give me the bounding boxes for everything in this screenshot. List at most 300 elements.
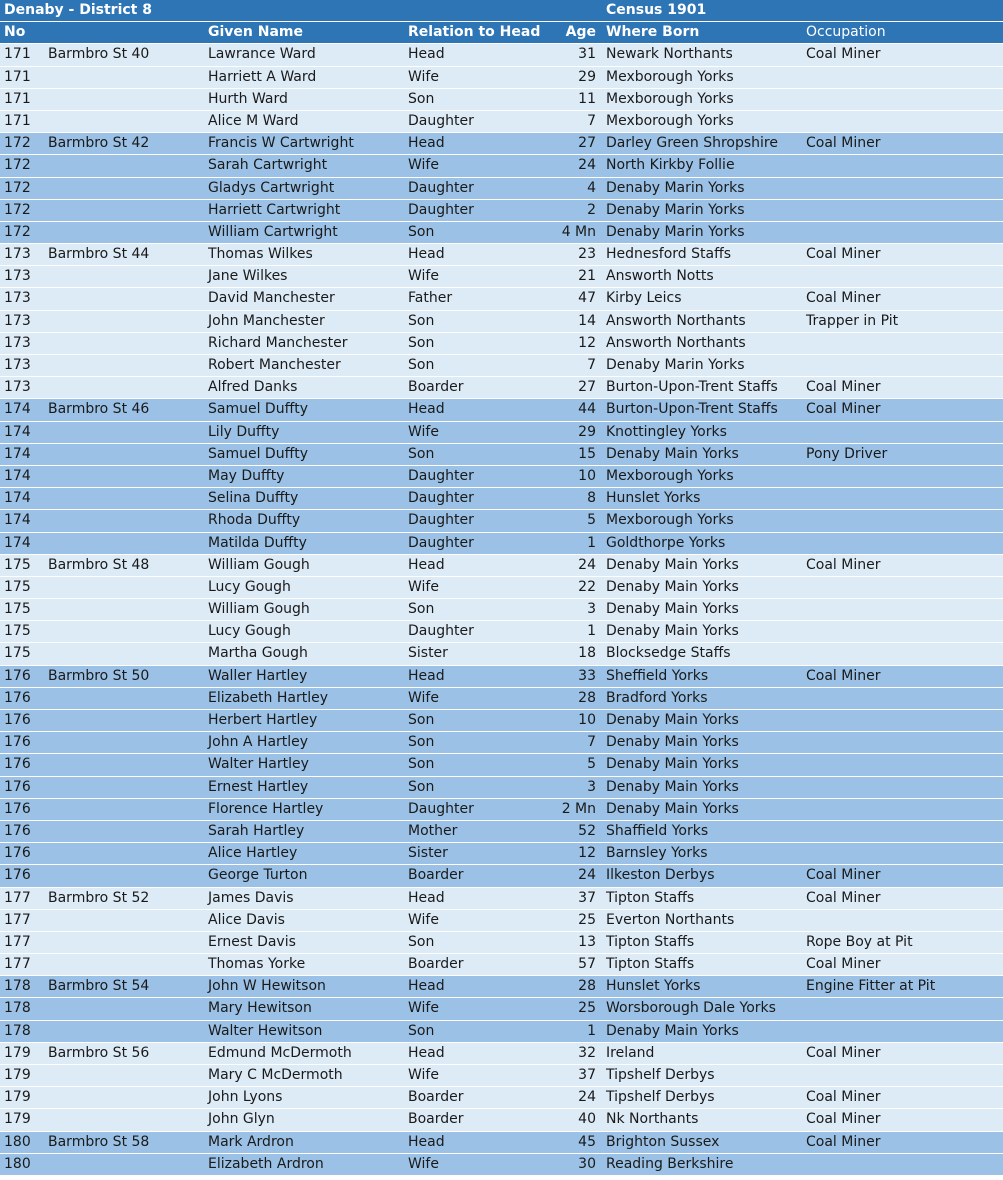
- cell-where-born: Everton Northants: [606, 911, 735, 928]
- cell-where-born: Ilkeston Derbys: [606, 867, 715, 884]
- cell-given-name: Lucy Gough: [208, 623, 291, 640]
- table-row: [0, 111, 1003, 133]
- table-row: [0, 222, 1003, 244]
- cell-no: 173: [4, 379, 31, 396]
- cell-age: 21: [578, 268, 596, 285]
- cell-occupation: Coal Miner: [806, 379, 881, 396]
- cell-where-born: Denaby Main Yorks: [606, 601, 739, 618]
- cell-where-born: Goldthorpe Yorks: [606, 534, 726, 551]
- cell-given-name: Florence Hartley: [208, 800, 324, 817]
- cell-given-name: Rhoda Duffty: [208, 512, 301, 529]
- cell-given-name: William Gough: [208, 601, 310, 618]
- cell-where-born: Denaby Main Yorks: [606, 556, 739, 573]
- cell-where-born: Denaby Marin Yorks: [606, 179, 745, 196]
- cell-where-born: North Kirkby Follie: [606, 157, 735, 174]
- table-row: [0, 155, 1003, 177]
- cell-given-name: William Cartwright: [208, 223, 338, 240]
- cell-relation: Wife: [408, 1067, 439, 1083]
- cell-no: 176: [4, 667, 31, 684]
- table-row: [0, 1109, 1003, 1131]
- cell-age: 30: [578, 1155, 596, 1172]
- table-row: [0, 888, 1003, 910]
- cell-relation: Head: [408, 667, 445, 684]
- cell-given-name: Elizabeth Hartley: [208, 689, 329, 706]
- cell-where-born: Tipshelf Derbys: [606, 1067, 715, 1083]
- cell-no: 174: [4, 423, 31, 440]
- cell-where-born: Denaby Marin Yorks: [606, 223, 745, 240]
- table-row: [0, 577, 1003, 599]
- cell-given-name: Martha Gough: [208, 645, 308, 662]
- col-header-where-born: Where Born: [606, 24, 700, 41]
- title-row: [0, 0, 1003, 22]
- cell-given-name: May Duffty: [208, 467, 285, 484]
- cell-occupation: Coal Miner: [806, 867, 881, 884]
- cell-occupation: Coal Miner: [806, 290, 881, 307]
- cell-no: 175: [4, 601, 31, 618]
- cell-age: 24: [578, 556, 596, 573]
- cell-age: 7: [587, 112, 596, 129]
- table-row: [0, 1021, 1003, 1043]
- cell-age: 2 Mn: [561, 800, 596, 817]
- cell-occupation: Coal Miner: [806, 889, 881, 906]
- cell-given-name: Francis W Cartwright: [208, 135, 354, 152]
- cell-address: Barmbro St 56: [48, 1044, 150, 1061]
- cell-relation: Boarder: [408, 956, 464, 973]
- table-row: [0, 732, 1003, 754]
- cell-age: 37: [578, 889, 596, 906]
- table-row: [0, 821, 1003, 843]
- cell-occupation: Pony Driver: [806, 445, 888, 462]
- cell-relation: Sister: [408, 845, 448, 862]
- cell-relation: Boarder: [408, 1089, 464, 1106]
- cell-given-name: James Davis: [208, 889, 294, 906]
- cell-no: 171: [4, 90, 31, 107]
- cell-relation: Wife: [408, 689, 439, 706]
- cell-where-born: Hednesford Staffs: [606, 246, 732, 263]
- cell-age: 5: [587, 756, 596, 773]
- cell-age: 1: [587, 623, 596, 640]
- cell-given-name: Edmund McDermoth: [208, 1044, 352, 1061]
- cell-relation: Son: [408, 601, 435, 618]
- table-row: [0, 466, 1003, 488]
- cell-given-name: John Glyn: [208, 1111, 275, 1128]
- table-row: [0, 355, 1003, 377]
- cell-where-born: Denaby Main Yorks: [606, 445, 739, 462]
- cell-age: 45: [578, 1133, 596, 1150]
- cell-no: 174: [4, 445, 31, 462]
- cell-relation: Son: [408, 778, 435, 795]
- cell-occupation: Coal Miner: [806, 1089, 881, 1106]
- district-title: Denaby - District 8: [4, 2, 152, 18]
- col-header-occupation: Occupation: [806, 24, 886, 41]
- table-body: [0, 44, 1003, 1176]
- table-row: [0, 488, 1003, 510]
- cell-age: 8: [587, 490, 596, 507]
- cell-where-born: Hunslet Yorks: [606, 978, 701, 995]
- cell-relation: Son: [408, 90, 435, 107]
- cell-where-born: Newark Northants: [606, 46, 733, 63]
- cell-no: 174: [4, 401, 31, 418]
- cell-age: 32: [578, 1044, 596, 1061]
- cell-where-born: Denaby Main Yorks: [606, 778, 739, 795]
- table-row: [0, 288, 1003, 310]
- cell-where-born: Tipton Staffs: [606, 956, 695, 973]
- cell-given-name: Thomas Yorke: [208, 956, 306, 973]
- cell-where-born: Sheffield Yorks: [606, 667, 709, 684]
- cell-age: 7: [587, 734, 596, 751]
- cell-given-name: Alice Davis: [208, 911, 285, 928]
- table-row: [0, 865, 1003, 887]
- cell-where-born: Tipton Staffs: [606, 889, 695, 906]
- cell-where-born: Denaby Main Yorks: [606, 756, 739, 773]
- cell-where-born: Denaby Marin Yorks: [606, 201, 745, 218]
- cell-where-born: Reading Berkshire: [606, 1155, 734, 1172]
- cell-relation: Head: [408, 889, 445, 906]
- cell-age: 7: [587, 357, 596, 373]
- table-row: [0, 910, 1003, 932]
- table-row: [0, 754, 1003, 776]
- cell-age: 10: [578, 467, 596, 484]
- cell-where-born: Denaby Marin Yorks: [606, 357, 745, 373]
- cell-relation: Daughter: [408, 490, 474, 507]
- cell-relation: Son: [408, 334, 435, 351]
- cell-age: 15: [578, 445, 596, 462]
- cell-given-name: Walter Hewitson: [208, 1022, 323, 1039]
- cell-given-name: Thomas Wilkes: [208, 246, 313, 263]
- cell-no: 178: [4, 1022, 31, 1039]
- cell-age: 52: [578, 822, 596, 839]
- cell-age: 28: [578, 689, 596, 706]
- cell-given-name: John Manchester: [208, 312, 325, 329]
- cell-age: 10: [578, 712, 596, 728]
- cell-relation: Wife: [408, 68, 439, 85]
- cell-no: 177: [4, 911, 31, 928]
- cell-where-born: Shaffield Yorks: [606, 822, 709, 839]
- cell-given-name: George Turton: [208, 867, 308, 884]
- cell-no: 173: [4, 312, 31, 329]
- cell-age: 12: [578, 845, 596, 862]
- cell-given-name: Robert Manchester: [208, 357, 341, 373]
- cell-given-name: David Manchester: [208, 290, 335, 307]
- cell-no: 176: [4, 734, 31, 751]
- table-row: [0, 1132, 1003, 1154]
- cell-no: 173: [4, 290, 31, 307]
- cell-age: 25: [578, 1000, 596, 1017]
- cell-given-name: Samuel Duffty: [208, 401, 309, 418]
- cell-given-name: Richard Manchester: [208, 334, 348, 351]
- cell-relation: Daughter: [408, 534, 474, 551]
- cell-given-name: Mary Hewitson: [208, 1000, 312, 1017]
- cell-where-born: Burton-Upon-Trent Staffs: [606, 379, 778, 396]
- cell-no: 177: [4, 889, 31, 906]
- cell-age: 11: [578, 90, 596, 107]
- cell-no: 173: [4, 246, 31, 263]
- table-row: [0, 954, 1003, 976]
- cell-age: 40: [578, 1111, 596, 1128]
- cell-relation: Boarder: [408, 867, 464, 884]
- cell-no: 176: [4, 867, 31, 884]
- cell-no: 175: [4, 556, 31, 573]
- cell-age: 18: [578, 645, 596, 662]
- cell-no: 172: [4, 157, 31, 174]
- cell-given-name: Alfred Danks: [208, 379, 298, 396]
- cell-given-name: Harriett Cartwright: [208, 201, 341, 218]
- col-header-age: Age: [565, 24, 596, 41]
- cell-relation: Head: [408, 246, 445, 263]
- cell-where-born: Nk Northants: [606, 1111, 699, 1128]
- col-header-given-name: Given Name: [208, 24, 303, 41]
- cell-given-name: Mary C McDermoth: [208, 1067, 343, 1083]
- table-row: [0, 399, 1003, 421]
- cell-where-born: Answorth Notts: [606, 268, 714, 285]
- cell-age: 27: [578, 135, 596, 152]
- cell-age: 24: [578, 157, 596, 174]
- cell-relation: Daughter: [408, 800, 474, 817]
- cell-age: 27: [578, 379, 596, 396]
- cell-relation: Wife: [408, 1155, 439, 1172]
- cell-no: 176: [4, 756, 31, 773]
- col-header-relation: Relation to Head: [408, 24, 541, 41]
- cell-given-name: Ernest Hartley: [208, 778, 309, 795]
- cell-no: 171: [4, 68, 31, 85]
- cell-age: 4 Mn: [561, 223, 596, 240]
- cell-given-name: Elizabeth Ardron: [208, 1155, 324, 1172]
- table-row: [0, 1154, 1003, 1176]
- cell-age: 37: [578, 1067, 596, 1083]
- cell-given-name: Matilda Duffty: [208, 534, 307, 551]
- cell-no: 175: [4, 578, 31, 595]
- table-row: [0, 444, 1003, 466]
- cell-where-born: Denaby Main Yorks: [606, 734, 739, 751]
- cell-where-born: Blocksedge Staffs: [606, 645, 731, 662]
- cell-given-name: Lucy Gough: [208, 578, 291, 595]
- cell-given-name: Herbert Hartley: [208, 712, 318, 728]
- table-row: [0, 843, 1003, 865]
- cell-no: 179: [4, 1089, 31, 1106]
- cell-age: 29: [578, 68, 596, 85]
- cell-occupation: Coal Miner: [806, 956, 881, 973]
- cell-relation: Wife: [408, 911, 439, 928]
- cell-no: 176: [4, 800, 31, 817]
- table-row: [0, 555, 1003, 577]
- cell-age: 24: [578, 867, 596, 884]
- cell-occupation: Coal Miner: [806, 667, 881, 684]
- cell-where-born: Mexborough Yorks: [606, 90, 734, 107]
- cell-relation: Wife: [408, 268, 439, 285]
- cell-occupation: Rope Boy at Pit: [806, 933, 913, 950]
- cell-address: Barmbro St 42: [48, 135, 150, 152]
- table-row: [0, 621, 1003, 643]
- cell-occupation: Trapper in Pit: [806, 312, 899, 329]
- cell-occupation: Coal Miner: [806, 1111, 881, 1128]
- cell-relation: Son: [408, 734, 435, 751]
- cell-relation: Son: [408, 756, 435, 773]
- cell-age: 57: [578, 956, 596, 973]
- cell-relation: Boarder: [408, 1111, 464, 1128]
- table-row: [0, 178, 1003, 200]
- cell-where-born: Answorth Northants: [606, 312, 746, 329]
- cell-occupation: Coal Miner: [806, 556, 881, 573]
- table-row: [0, 599, 1003, 621]
- cell-age: 25: [578, 911, 596, 928]
- cell-given-name: Walter Hartley: [208, 756, 309, 773]
- table-row: [0, 44, 1003, 66]
- cell-age: 14: [578, 312, 596, 329]
- cell-occupation: Coal Miner: [806, 135, 881, 152]
- cell-relation: Daughter: [408, 112, 474, 129]
- cell-where-born: Tipshelf Derbys: [606, 1089, 715, 1106]
- cell-occupation: Coal Miner: [806, 46, 881, 63]
- cell-where-born: Denaby Main Yorks: [606, 800, 739, 817]
- cell-no: 174: [4, 534, 31, 551]
- table-row: [0, 133, 1003, 155]
- cell-no: 175: [4, 623, 31, 640]
- cell-relation: Wife: [408, 1000, 439, 1017]
- cell-no: 180: [4, 1155, 31, 1172]
- cell-age: 1: [587, 1022, 596, 1039]
- cell-age: 1: [587, 534, 596, 551]
- cell-given-name: Gladys Cartwright: [208, 179, 335, 196]
- cell-given-name: Mark Ardron: [208, 1133, 294, 1150]
- cell-where-born: Burton-Upon-Trent Staffs: [606, 401, 778, 418]
- table-row: [0, 976, 1003, 998]
- cell-relation: Head: [408, 1133, 445, 1150]
- cell-occupation: Coal Miner: [806, 401, 881, 418]
- cell-given-name: Jane Wilkes: [208, 268, 288, 285]
- cell-where-born: Darley Green Shropshire: [606, 135, 778, 152]
- cell-where-born: Brighton Sussex: [606, 1133, 720, 1150]
- cell-where-born: Hunslet Yorks: [606, 490, 701, 507]
- cell-given-name: John A Hartley: [208, 734, 309, 751]
- cell-relation: Sister: [408, 645, 448, 662]
- cell-no: 176: [4, 689, 31, 706]
- cell-given-name: Harriett A Ward: [208, 68, 317, 85]
- cell-address: Barmbro St 44: [48, 246, 150, 263]
- cell-no: 174: [4, 512, 31, 529]
- table-row: [0, 1043, 1003, 1065]
- cell-address: Barmbro St 54: [48, 978, 150, 995]
- cell-where-born: Mexborough Yorks: [606, 112, 734, 129]
- cell-relation: Son: [408, 712, 435, 728]
- table-row: [0, 377, 1003, 399]
- cell-where-born: Bradford Yorks: [606, 689, 708, 706]
- table-row: [0, 932, 1003, 954]
- cell-where-born: Answorth Northants: [606, 334, 746, 351]
- cell-age: 31: [578, 46, 596, 63]
- table-row: [0, 533, 1003, 555]
- cell-no: 179: [4, 1044, 31, 1061]
- table-row: [0, 688, 1003, 710]
- cell-age: 28: [578, 978, 596, 995]
- cell-no: 180: [4, 1133, 31, 1150]
- cell-given-name: Sarah Cartwright: [208, 157, 328, 174]
- cell-no: 179: [4, 1111, 31, 1128]
- cell-where-born: Ireland: [606, 1044, 655, 1061]
- cell-no: 172: [4, 135, 31, 152]
- table-row: [0, 311, 1003, 333]
- cell-no: 178: [4, 1000, 31, 1017]
- table-row: [0, 1065, 1003, 1087]
- cell-age: 3: [587, 601, 596, 618]
- cell-no: 173: [4, 268, 31, 285]
- cell-address: Barmbro St 48: [48, 556, 150, 573]
- cell-relation: Wife: [408, 578, 439, 595]
- cell-age: 13: [578, 933, 596, 950]
- table-row: [0, 200, 1003, 222]
- cell-relation: Head: [408, 556, 445, 573]
- cell-where-born: Denaby Main Yorks: [606, 623, 739, 640]
- cell-where-born: Denaby Main Yorks: [606, 1022, 739, 1039]
- cell-age: 5: [587, 512, 596, 529]
- cell-no: 173: [4, 334, 31, 351]
- cell-where-born: Worsborough Dale Yorks: [606, 1000, 776, 1017]
- cell-age: 4: [587, 179, 596, 196]
- cell-no: 177: [4, 933, 31, 950]
- cell-relation: Head: [408, 401, 445, 418]
- cell-no: 172: [4, 201, 31, 218]
- cell-age: 12: [578, 334, 596, 351]
- cell-where-born: Knottingley Yorks: [606, 423, 727, 440]
- cell-where-born: Mexborough Yorks: [606, 467, 734, 484]
- table-row: [0, 510, 1003, 532]
- cell-address: Barmbro St 58: [48, 1133, 150, 1150]
- cell-age: 33: [578, 667, 596, 684]
- cell-relation: Daughter: [408, 512, 474, 529]
- cell-given-name: Samuel Duffty: [208, 445, 309, 462]
- table-row: [0, 333, 1003, 355]
- cell-relation: Son: [408, 933, 435, 950]
- cell-age: 2: [587, 201, 596, 218]
- cell-relation: Daughter: [408, 623, 474, 640]
- cell-age: 47: [578, 290, 596, 307]
- cell-occupation: Engine Fitter at Pit: [806, 978, 936, 995]
- cell-given-name: John Lyons: [208, 1089, 283, 1106]
- cell-no: 178: [4, 978, 31, 995]
- cell-address: Barmbro St 52: [48, 889, 150, 906]
- cell-relation: Wife: [408, 423, 439, 440]
- cell-no: 176: [4, 778, 31, 795]
- cell-address: Barmbro St 40: [48, 46, 150, 63]
- col-header-no: No: [4, 24, 26, 41]
- table-row: [0, 266, 1003, 288]
- cell-given-name: Lawrance Ward: [208, 46, 316, 63]
- cell-no: 176: [4, 845, 31, 862]
- cell-no: 174: [4, 467, 31, 484]
- cell-relation: Daughter: [408, 179, 474, 196]
- cell-given-name: William Gough: [208, 556, 310, 573]
- table-row: [0, 244, 1003, 266]
- cell-given-name: Hurth Ward: [208, 90, 288, 107]
- cell-no: 176: [4, 822, 31, 839]
- table-row: [0, 67, 1003, 89]
- cell-no: 179: [4, 1067, 31, 1083]
- cell-where-born: Denaby Main Yorks: [606, 712, 739, 728]
- cell-given-name: Ernest Davis: [208, 933, 296, 950]
- cell-relation: Wife: [408, 157, 439, 174]
- cell-no: 172: [4, 179, 31, 196]
- cell-given-name: Alice Hartley: [208, 845, 298, 862]
- table-row: [0, 422, 1003, 444]
- cell-relation: Son: [408, 445, 435, 462]
- table-row: [0, 643, 1003, 665]
- cell-relation: Father: [408, 290, 453, 307]
- cell-no: 171: [4, 112, 31, 129]
- cell-address: Barmbro St 46: [48, 401, 150, 418]
- cell-where-born: Denaby Main Yorks: [606, 578, 739, 595]
- cell-given-name: Waller Hartley: [208, 667, 308, 684]
- table-row: [0, 1087, 1003, 1109]
- cell-relation: Son: [408, 223, 435, 240]
